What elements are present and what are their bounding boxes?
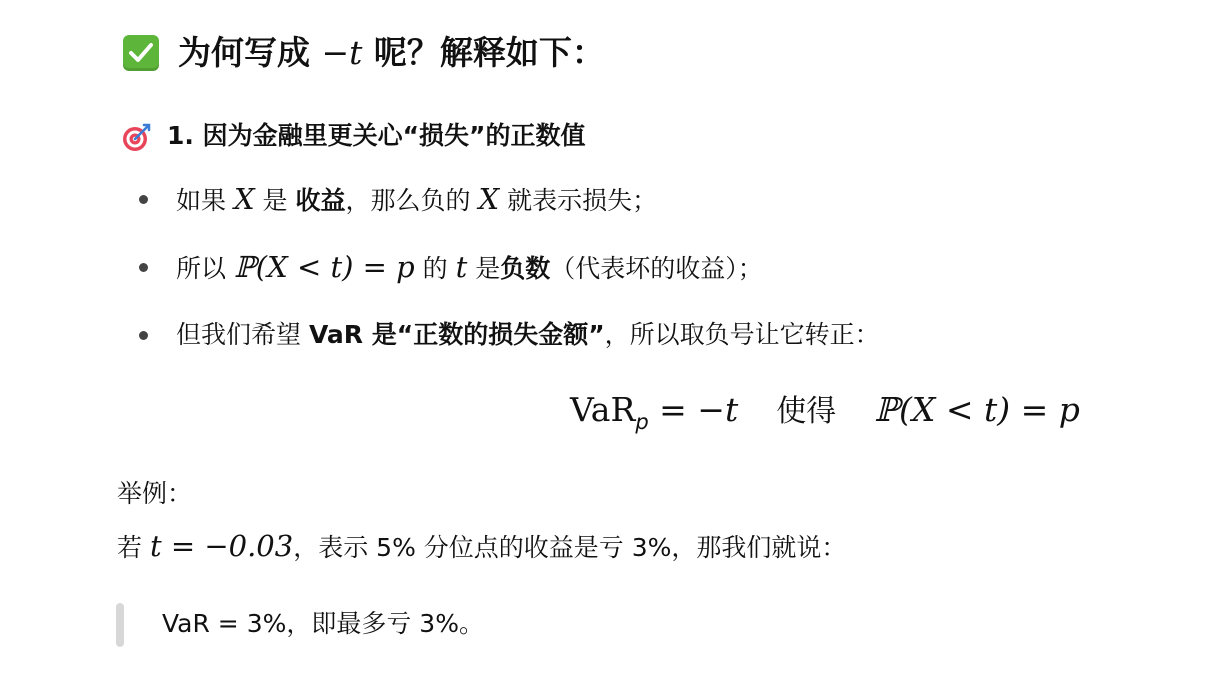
example-line: 若 t = −0.03，表示 5% 分位点的收益是亏 3%，那我们就说： <box>117 529 847 563</box>
subsection-title: 1. 因为金融里更关心“损失”的正数值 <box>167 121 586 150</box>
section-heading: 为何写成 −t 呢？解释如下： <box>178 33 605 72</box>
target-icon <box>121 123 151 153</box>
list-item: 如果 X 是 收益，那么负的 X 就表示损失； <box>176 182 658 216</box>
check-mark-icon <box>123 35 159 71</box>
list-item: 但我们希望 VaR 是“正数的损失金额”，所以取负号让它转正： <box>176 320 880 349</box>
example-label: 举例： <box>117 479 193 508</box>
list-item: 所以 ℙ(X < t) = p 的 t 是负数（代表坏的收益）； <box>176 250 763 284</box>
var-formula: VaR$_p$ = −t 使得 ℙ(X < t) = p <box>570 390 1080 434</box>
bullet-dot <box>139 195 148 204</box>
bullet-dot <box>139 331 148 340</box>
quote-bar <box>116 603 124 647</box>
bullet-dot <box>139 263 148 272</box>
quote-text: VaR = 3%，即最多亏 3%。 <box>162 609 484 638</box>
